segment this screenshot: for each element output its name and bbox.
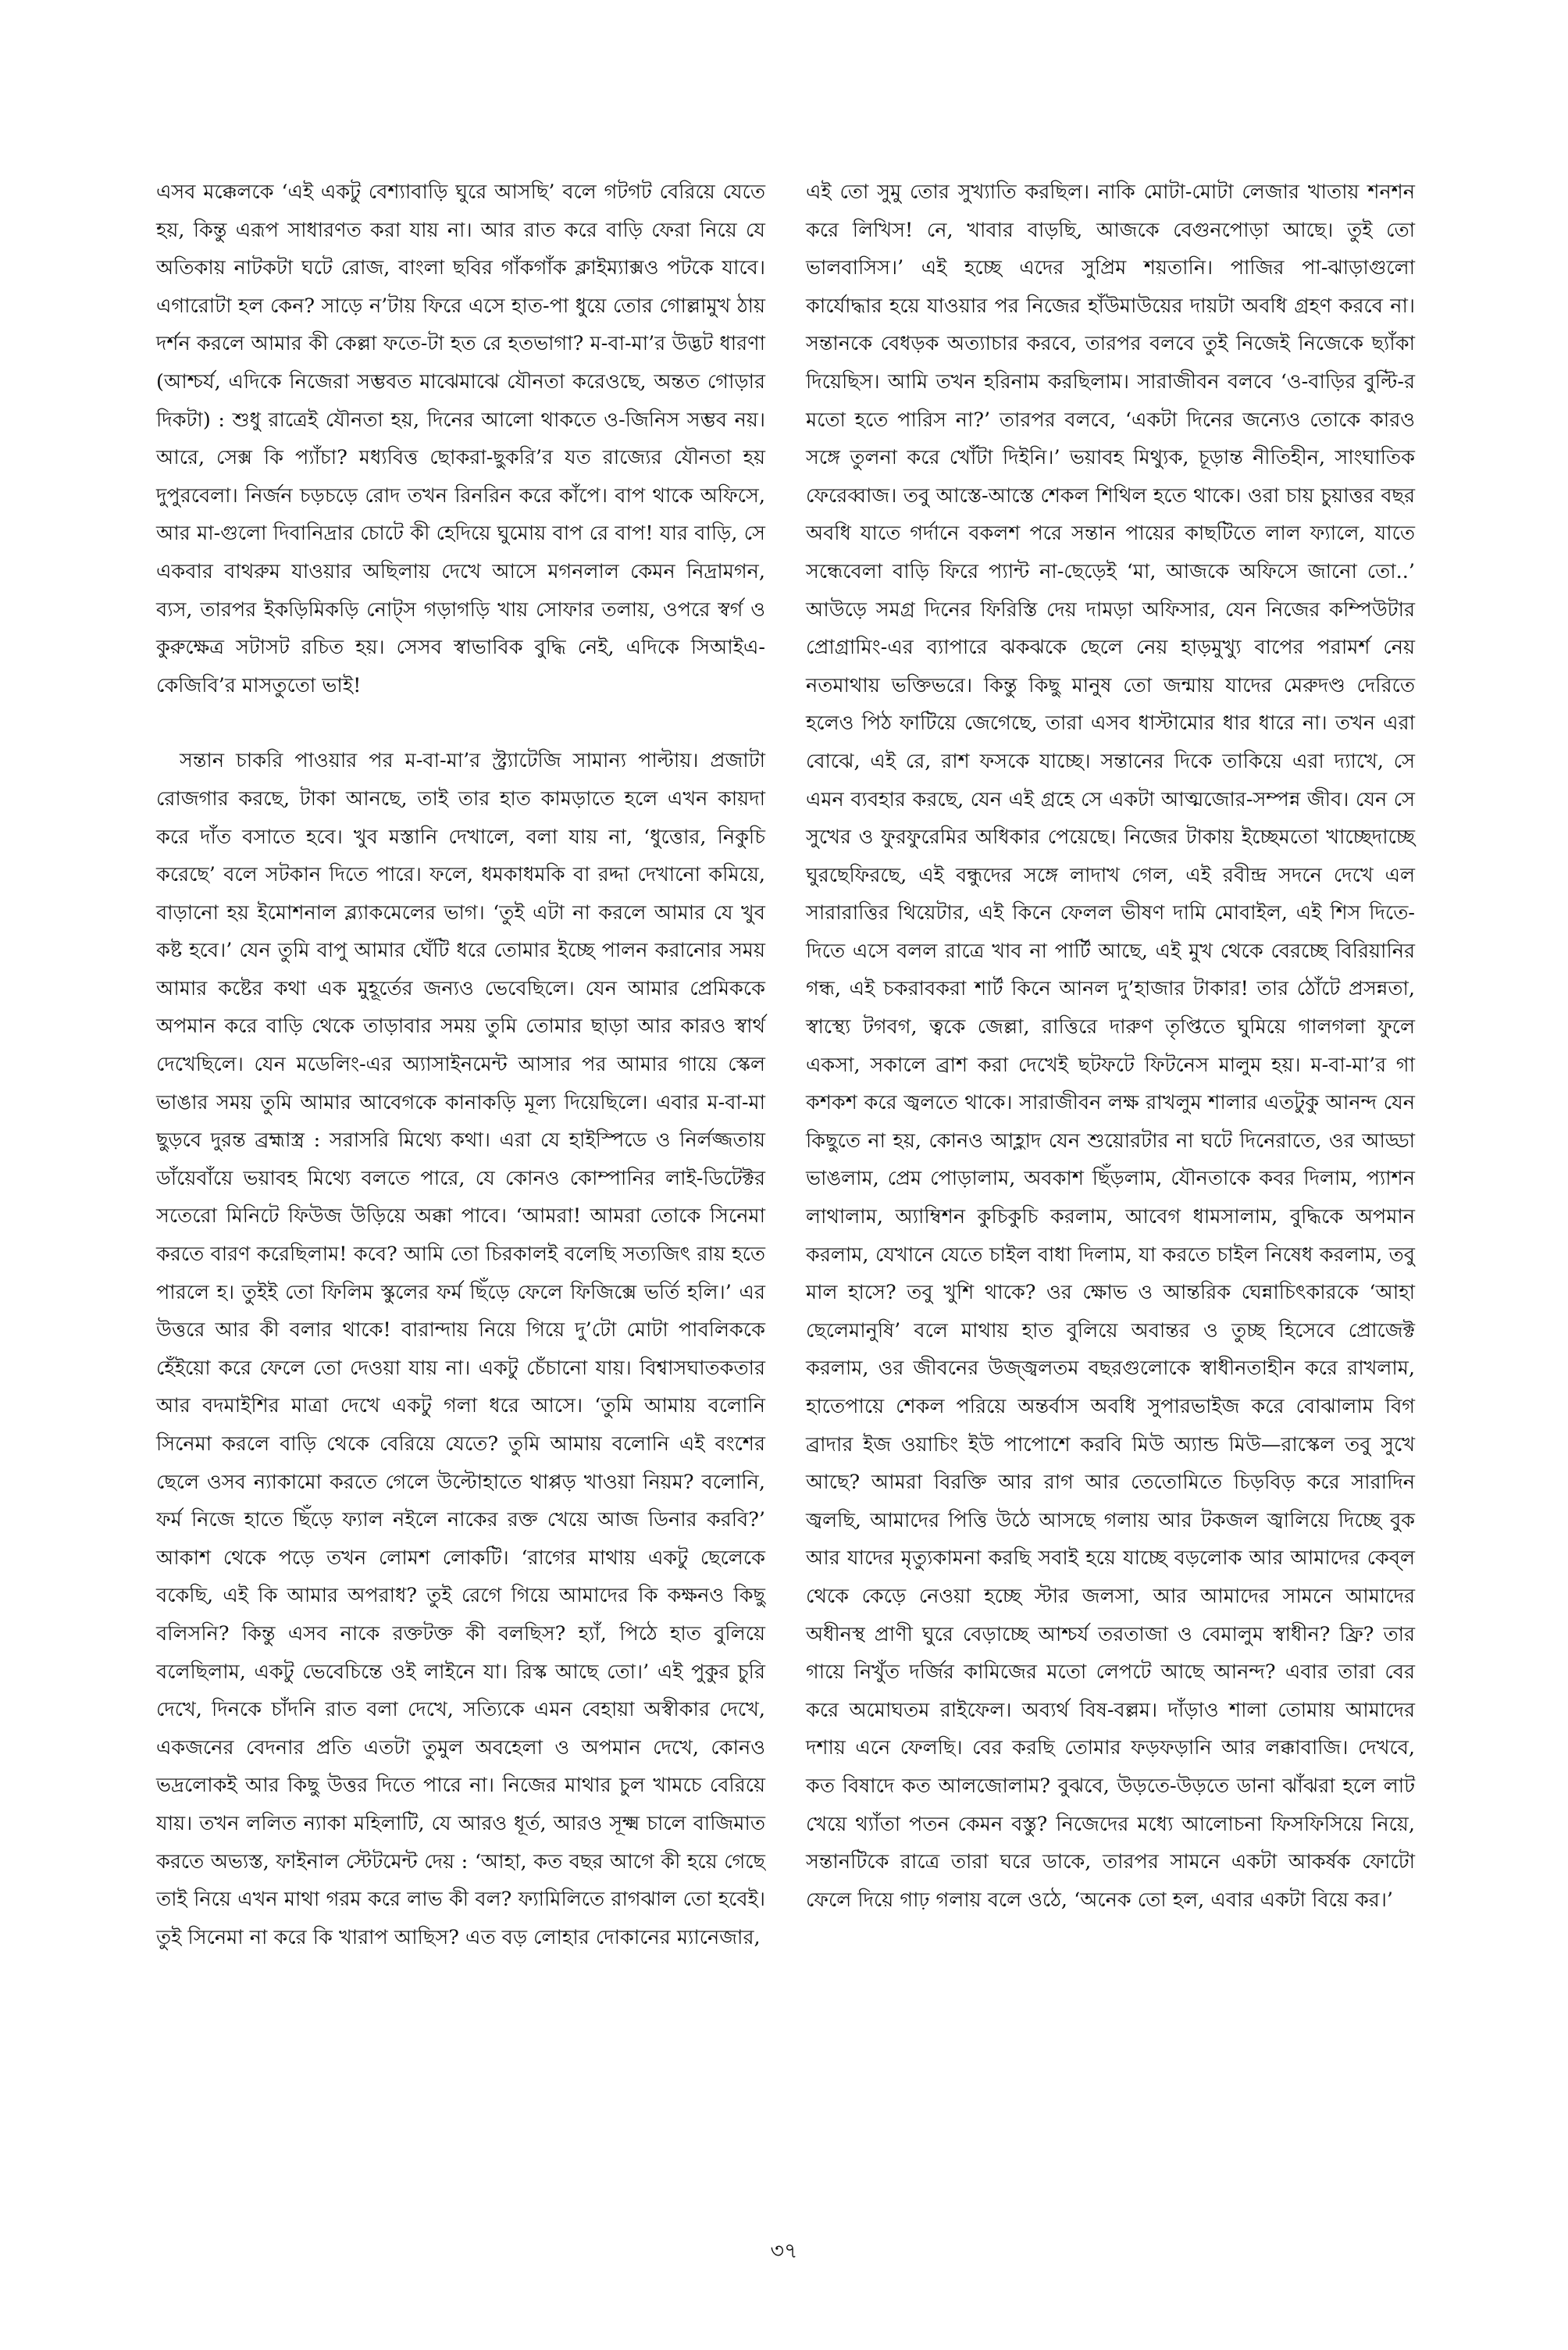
paragraph: সন্তান চাকরি পাওয়ার পর ম-বা-মা’র স্ট্র্যাটেজি সামান্য পাল্টায়। প্রজাটা রোজগার করছে, টাকা আনছে, তাই তার হাত কামড়াতে হলে এখন কায়দা করে দাঁত বসাতে হবে। খুব মস্তানি দেখালে, বলা যায় না, ‘ধুত্তোর, নিকুচি করেছে’ বলে সটকান দিতে পারে। ফলে, ধমকাধমকি বা রদ্দা দেখানো কমিয়ে, বাড়ানো হয় ইমোশনাল ব্ল্যাকমেলের ভাগ। ‘তুই এটা না করলে আমার যে খুব কষ্ট হবে।’ যেন তুমি বাপু আমার ঘেঁটি ধরে তোমার ইচ্ছে পালন করানোর সময় আমার কষ্টের কথা এক মুহূর্তের জন্যও ভেবেছিলে। যেন আমার প্রেমিককে অপমান করে বাড়ি থেকে তাড়াবার সময় তুমি তোমার ছাড়া আর কারও স্বার্থ দেখেছিলে। যেন মডেলিং-এর অ্যাসাইনমেন্ট আসার পর আমার গায়ে স্কেল ভাঙার সময় তুমি আমার আবেগকে কানাকড়ি মূল্য দিয়েছিলে। এবার ম-বা-মা ছুড়বে দুরন্ত ব্রহ্মাস্ত্র : সরাসরি মিথ্যে কথা। এরা যে হাইস্পিডে ও নির্লজ্জতায় ডাঁয়েবাঁয়ে ভয়াবহ মিথ্যে বলতে পারে, যে কোনও কোম্পানির লাই-ডিটেক্টর সতেরো মিনিটে ফিউজ উড়িয়ে অক্কা পাবে। ‘আমরা! আমরা তোকে সিনেমা করতে বারণ করেছিলাম! কবে? আমি তো চিরকালই বলেছি সত্যজিৎ রায় হতে পারলে হ। তুইই তো ফিলিম স্কুলের ফর্ম ছিঁড়ে ফেলে ফিজিক্সে ভর্তি হলি।’ এর উত্তরে আর কী বলার থাকে! বারান্দায় নিয়ে গিয়ে দু’টো মোটা পাবলিককে হেঁইয়ো করে ফেলে তো দেওয়া যায় না। একটু চেঁচানো যায়। বিশ্বাসঘাতকতার আর বদমাইশির মাত্রা দেখে একটু গলা ধরে আসে। ‘তুমি আমায় বলোনি সিনেমা করলে বাড়ি থেকে বেরিয়ে যেতে? তুমি আমায় বলোনি এই বংশের ছেলে ওসব ন্যাকামো করতে গেলে উল্টোহাতে থাপ্পড় খাওয়া নিয়ম? বলোনি, ফর্ম নিজে হাতে ছিঁড়ে ফ্যাল নইলে নাকের রক্ত খেয়ে আজ ডিনার করবি?’ আকাশ থেকে পড়ে তখন লোমশ লোকটি। ‘রাগের মাথায় একটু ছেলেকে বকেছি, এই কি আমার অপরাধ? তুই রেগে গিয়ে আমাদের কি কক্ষনও কিছু বলিসনি? কিন্তু এসব নাকে রক্তটক্ত কী বলছিস? হ্যাঁ, পিঠে হাত বুলিয়ে বলেছিলাম, একটু ভেবেচিন্তে ওই লাইনে যা। রিস্ক আছে তো।’ এই পুকুর চুরি দেখে, দিনকে চাঁদনি রাত বলা দেখে, সত্যিকে এমন বেহায়া অস্বীকার দেখে, একজনের বেদনার প্রতি এতটা তুমুল অবহেলা ও অপমান দেখে, কোনও ভদ্রলোকই আর কিছু উত্তর দিতে পারে না। নিজের মাথার চুল খামচে বেরিয়ে যায়। তখন ললিত ন্যাকা মহিলাটি, যে আরও ধূর্ত, আরও সূক্ষ্ম চালে বাজিমাত করতে অভ্যস্ত, ফাইনাল স্টেটমেন্ট দেয় : ‘আহা, কত বছর আগে কী হয়ে গেছে তাই নিয়ে এখন মাথা গরম করে লাভ কী বল? ফ্যামিলিতে রাগঝাল তো হবেই। তুই সিনেমা না করে কি খারাপ আছিস? এত বড় লোহার দোকানের ম্যানেজার, (156, 749, 765, 1949)
left-column (156, 173, 765, 1956)
page-number: ৩৭ (770, 2239, 798, 2263)
right-column (806, 173, 1415, 1919)
paragraph: এই তো সুমু তোর সুখ্যাতি করছিল। নাকি মোটা-মোটা লেজার খাতায় শনশন করে লিখিস! নে, খাবার বাড়ছি, আজকে বেগুনপোড়া আছে। তুই তো ভালবাসিস।’ এই হচ্ছে এদের সুপ্রিম শয়তানি। পাজির পা-ঝাড়াগুলো কার্যোদ্ধার হয়ে যাওয়ার পর নিজের হাঁউমাউয়ের দায়টা অবধি গ্রহণ করবে না। সন্তানকে বেধড়ক অত্যাচার করবে, তারপর বলবে তুই নিজেই নিজেকে ছ্যাঁকা দিয়েছিস। আমি তখন হরিনাম করছিলাম। সারাজীবন বলবে ‘ও-বাড়ির বুল্টি-র মতো হতে পারিস না?’ তারপর বলবে, ‘একটা দিনের জন্যেও তোকে কারও সঙ্গে তুলনা করে খোঁটা দিইনি।’ ভয়াবহ মিথ্যুক, চূড়ান্ত নীতিহীন, সাংঘাতিক ফেরেব্বাজ। তবু আস্তে-আস্তে শেকল শিথিল হতে থাকে। ওরা চায় চুয়াত্তর বছর অবধি যাতে গর্দানে বকলশ পরে সন্তান পায়ের কাছটিতে লাল ফ্যালে, যাতে সন্ধেবেলা বাড়ি ফিরে প্যান্ট না-ছেড়েই ‘মা, আজকে অফিসে জানো তো..’ আউড়ে সমগ্র দিনের ফিরিস্তি দেয় দামড়া অফিসার, যেন নিজের কম্পিউটার প্রোগ্রামিং-এর ব্যাপারে ঝকঝকে ছেলে নেয় হাড়মুখ্যু বাপের পরামর্শ নেয় নতমাথায় ভক্তিভরে। কিন্তু কিছু মানুষ তো জন্মায় যাদের মেরুদণ্ড দেরিতে হলেও পিঠ ফাটিয়ে জেগেছে, তারা এসব ধাস্টামোর ধার ধারে না। তখন এরা বোঝে, এই রে, রাশ ফসকে যাচ্ছে। সন্তানের দিকে তাকিয়ে এরা দ্যাখে, সে এমন ব্যবহার করছে, যেন এই গ্রহে সে একটা আত্মজোর-সম্পন্ন জীব। যেন সে সুখের ও ফুরফুরেমির অধিকার পেয়েছে। নিজের টাকায় ইচ্ছেমতো খাচ্ছেদাচ্ছে ঘুরছেফিরছে, এই বন্ধুদের সঙ্গে লাদাখ গেল, এই রবীন্দ্র সদনে দেখে এল সারারাত্তির থিয়েটার, এই কিনে ফেলল ভীষণ দামি মোবাইল, এই শিস দিতে-দিতে এসে বলল রাত্রে খাব না পার্টি আছে, এই মুখ থেকে বেরচ্ছে বিরিয়ানির গন্ধ, এই চকরাবকরা শার্ট কিনে আনল দু’হাজার টাকার! তার ঠোঁটে প্রসন্নতা, স্বাস্থ্যে টগবগ, ত্বকে জেল্লা, রাত্তিরে দারুণ তৃপ্তিতে ঘুমিয়ে গালগলা ফুলে একসা, সকালে ব্রাশ করা দেখেই ছটফটে ফিটনেস মালুম হয়। ম-বা-মা’র গা কশকশ করে জ্বলতে থাকে। সারাজীবন লক্ষ রাখলুম শালার এতটুকু আনন্দ যেন কিছুতে না হয়, কোনও আহ্লাদ যেন শুয়োরটার না ঘটে দিনেরাতে, ওর আড্ডা ভাঙলাম, প্রেম পোড়ালাম, অবকাশ ছিঁড়লাম, যৌনতাকে কবর দিলাম, প্যাশন লাথালাম, অ্যাম্বিশন কুচিকুচি করলাম, আবেগ ধামসালাম, বুদ্ধিকে অপমান করলাম, যেখানে যেতে চাইল বাধা দিলাম, যা করতে চাইল নিষেধ করলাম, তবু মাল হাসে? তবু খুশি থাকে? ওর ক্ষোভ ও আন্তরিক ঘেন্নাচিৎকারকে ‘আহা ছেলেমানুষি’ বলে মাথায় হাত বুলিয়ে অবান্তর ও তুচ্ছ হিসেবে প্রোজেক্ট করলাম, ওর জীবনের উজ্জ্বলতম বছরগুলোকে স্বাধীনতাহীন করে রাখলাম, হাতেপায়ে শেকল পরিয়ে অন্তর্বাস অবধি সুপারভাইজ করে বোঝালাম বিগ ব্রাদার ইজ ওয়াচিং ইউ পাপোশে করবি মিউ অ্যান্ড মিউ—রাস্কেল তবু সুখে আছে? আমরা বিরক্তি আর রাগ আর তেতোমিতে চিড়বিড় করে সারাদিন জ্বলছি, আমাদের পিত্তি উঠে আসছে গলায় আর টকজল জ্বালিয়ে দিচ্ছে বুক আর যাদের মৃত্যুকামনা করছি সবাই হয়ে যাচ্ছে বড়লোক আর আমাদের কেব্‌ল থেকে কেড়ে নেওয়া হচ্ছে স্টার জলসা, আর আমাদের সামনে আমাদের অধীনস্থ প্রাণী ঘুরে বেড়াচ্ছে আশ্চর্য তরতাজা ও বেমালুম স্বাধীন? ফ্রি? তার গায়ে নিখুঁত দর্জির কামিজের মতো লেপটে আছে আনন্দ? এবার তারা বের করে অমোঘতম রাইফেল। অব্যর্থ বিষ-বল্লম। দাঁড়াও শালা তোমায় আমাদের দশায় এনে ফেলছি। বের করছি তোমার ফড়ফড়ানি আর লক্কাবাজি। দেখবে, কত বিষাদে কত আলজোলাম? বুঝবে, উড়তে-উড়তে ডানা ঝাঁঝরা হলে লাট খেয়ে থ্যাঁতা পতন কেমন বস্তু? নিজেদের মধ্যে আলোচনা ফিসফিসিয়ে নিয়ে, সন্তানটিকে রাত্রে তারা ঘরে ডাকে, তারপর সামনে একটা আকর্ষক ফোটো ফেলে দিয়ে গাঢ় গলায় বলে ওঠে, ‘অনেক তো হল, এবার একটা বিয়ে কর।’ (806, 180, 1415, 1912)
paragraph: এসব মক্কেলকে ‘এই একটু বেশ্যাবাড়ি ঘুরে আসছি’ বলে গটগট বেরিয়ে যেতে হয়, কিন্তু এরূপ সাধারণত করা যায় না। আর রাত করে বাড়ি ফেরা নিয়ে যে অতিকায় নাটকটা ঘটে রোজ, বাংলা ছবির গাঁকগাঁক ক্লাইম্যাক্সও পটকে যাবে। এগারোটা হল কেন? সাড়ে ন’টায় ফিরে এসে হাত-পা ধুয়ে তোর গোল্লামুখ ঠায় দর্শন করলে আমার কী কেল্লা ফতে-টা হত রে হতভাগা? ম-বা-মা’র উদ্ভট ধারণা (আশ্চর্য, এদিকে নিজেরা সম্ভবত মাঝেমাঝে যৌনতা করেওছে, অন্তত গোড়ার দিকটা) : শুধু রাত্রেই যৌনতা হয়, দিনের আলো থাকতে ও-জিনিস সম্ভব নয়। আরে, সেক্স কি প্যাঁচা? মধ্যবিত্ত ছোকরা-ছুকরি’র যত রাজ্যের যৌনতা হয় দুপুরবেলা। নির্জন চড়চড়ে রোদ তখন রিনরিন করে কাঁপে। বাপ থাকে অফিসে, আর মা-গুলো দিবানিদ্রার চোটে কী হেদিয়ে ঘুমোয় বাপ রে বাপ! যার বাড়ি, সে একবার বাথরুম যাওয়ার অছিলায় দেখে আসে মগনলাল কেমন নিদ্রামগন, ব্যস, তারপর ইকড়িমিকড়ি নোট্স গড়াগড়ি খায় সোফার তলায়, ওপরে স্বর্গ ও কুরুক্ষেত্র সটাসট রচিত হয়। সেসব স্বাভাবিক বুদ্ধি নেই, এদিকে সিআইএ-কেজিবি’র মাসতুতো ভাই! (156, 180, 766, 697)
